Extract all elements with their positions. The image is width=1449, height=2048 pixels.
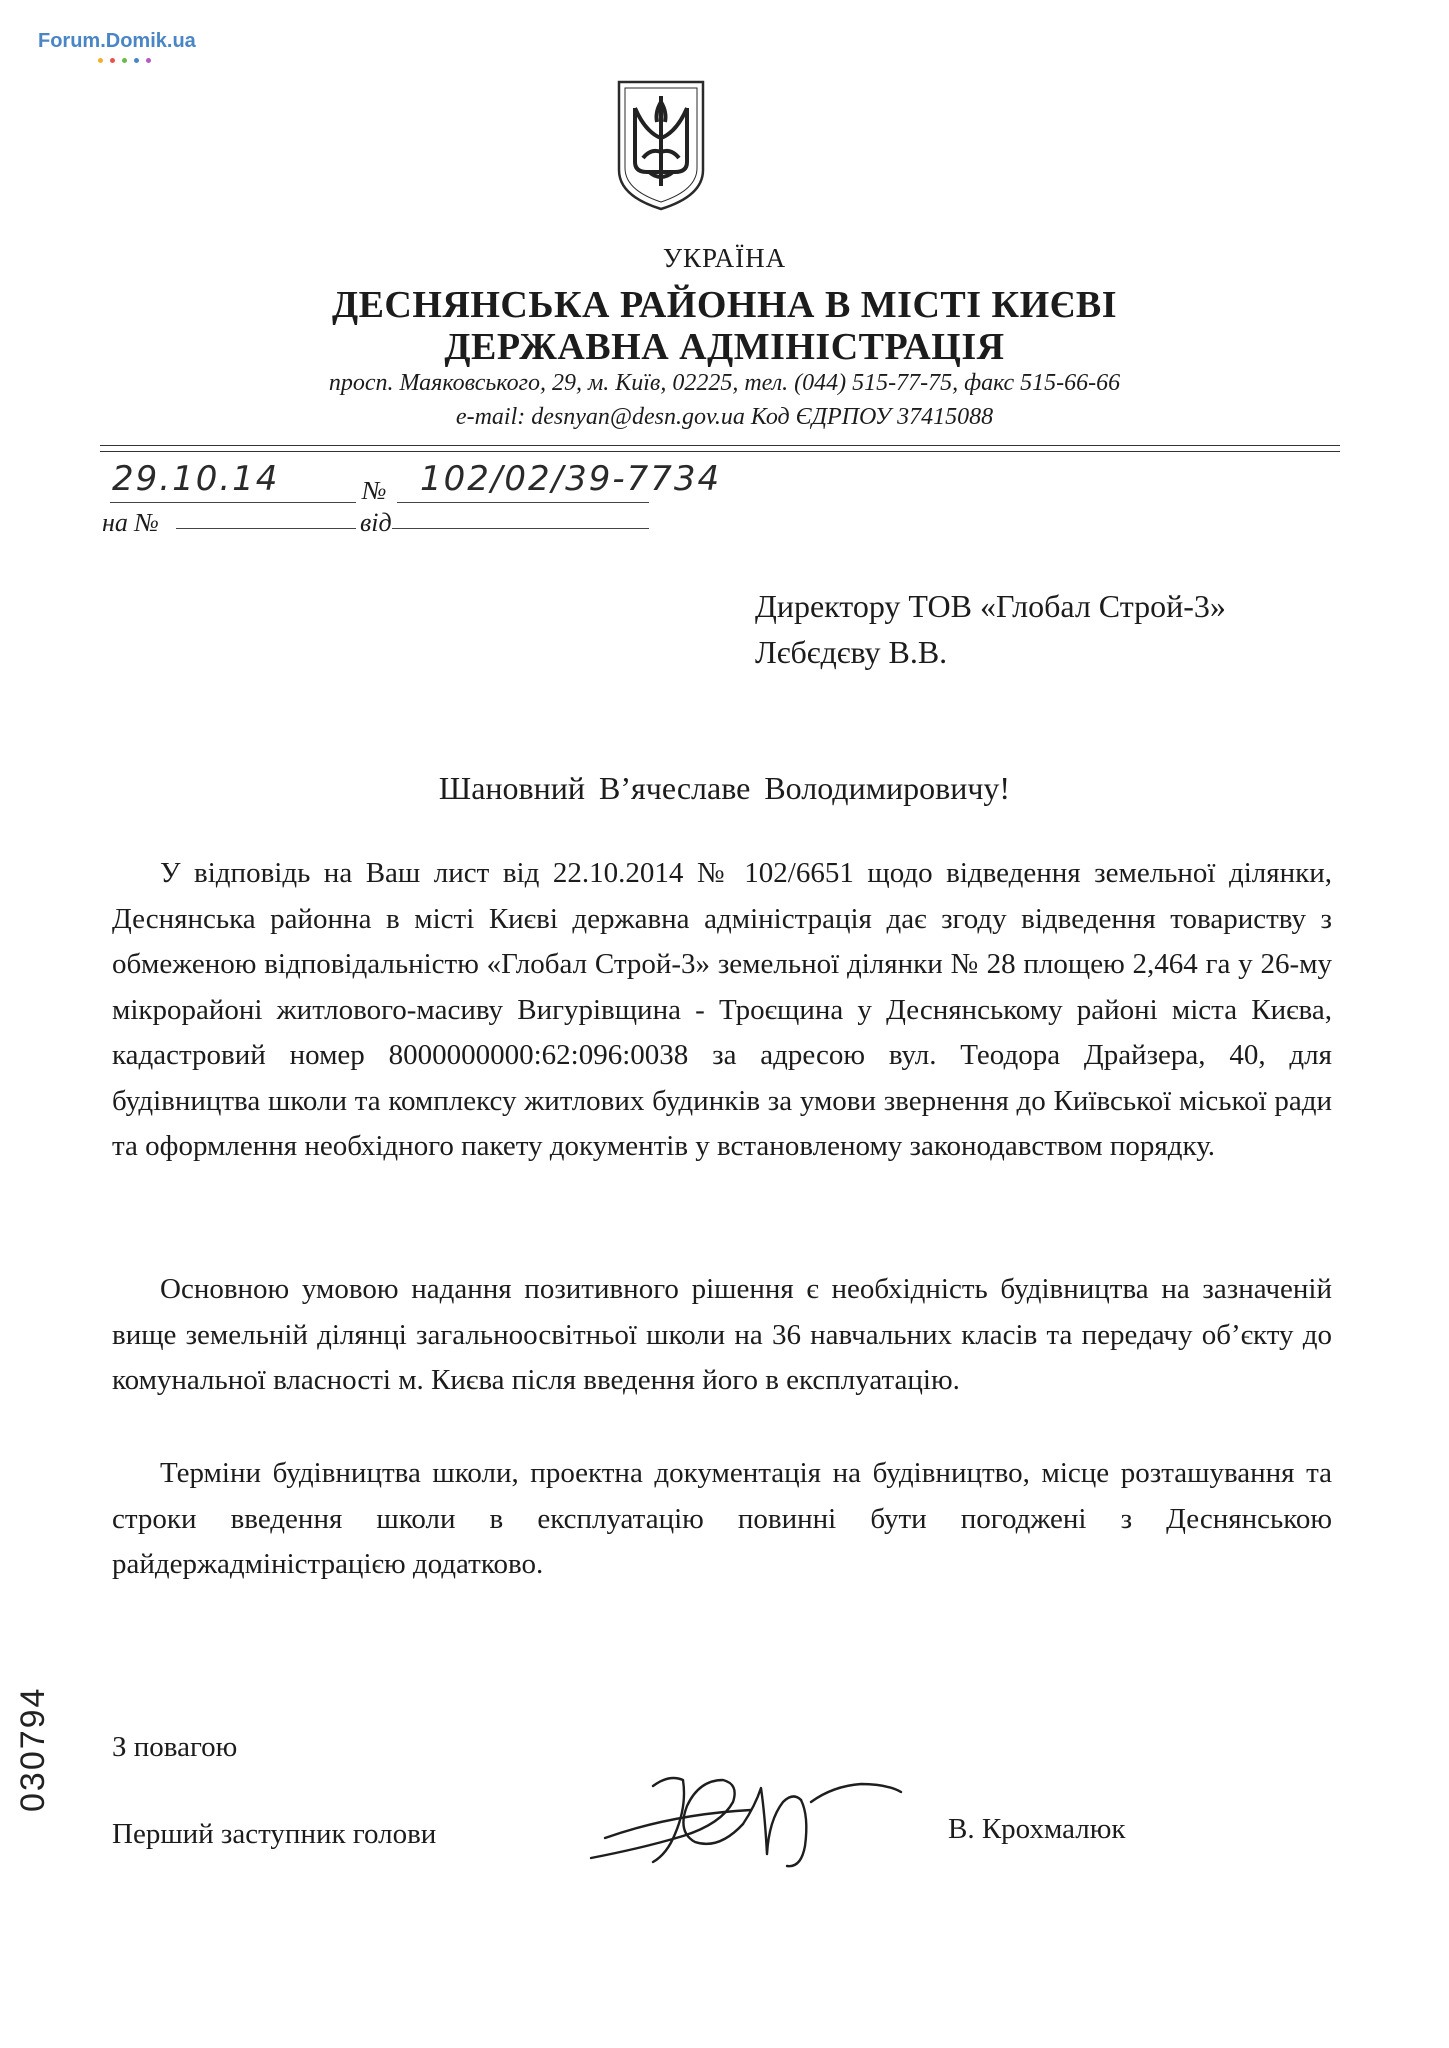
- from-date-label: від: [360, 508, 392, 537]
- body-paragraph: Терміни будівництва школи, проектна документація на будівництво, місце розташування та строки введення школи в експлуатацію повинні бути погоджені з Деснянською райдержадміністрацією додатково.: [112, 1457, 1332, 1580]
- number-field-line: [397, 502, 649, 503]
- handwritten-signature: [583, 1750, 913, 1880]
- signer-name: В. Крохмалюк: [948, 1813, 1126, 1845]
- body-paragraph: У відповідь на Ваш лист від 22.10.2014 № 102/6651 щодо відведення земельної ділянки, Деснянська районна в місті Києві державна адміністрація дає згоду відведення товариству з обмеженою відповідальністю «Глобал Строй-3» земельної ділянки № 28 площею 2,464 га у 26-му мікрорайоні житлового-масиву Вигурівщина - Троєщина у Деснянському районі міста Києва, кадастровий номер 8000000000:62:096:0038 за адресою вул. Теодора Драйзера, 40, для будівництва школи та комплексу житлових будинків за умови звернення до Київської міської ради та оформлення необхідного пакету документів у встановленому законодавством порядку.: [112, 857, 1332, 1162]
- recipient-name: Лєбєдєву В.В.: [755, 634, 948, 670]
- header-rule: [100, 445, 1340, 446]
- outgoing-date: 29.10.14: [112, 459, 280, 499]
- watermark-dot: [98, 58, 103, 63]
- watermark-dot: [134, 58, 139, 63]
- watermark-dot: [146, 58, 151, 63]
- document-serial-number: 030794: [14, 1686, 52, 1812]
- closing-regards: З повагою: [112, 1731, 238, 1763]
- outgoing-number: 102/02/39-7734: [420, 459, 722, 499]
- watermark-dots: [98, 58, 151, 63]
- header-email: e-mail: desnyan@desn.gov.ua Код ЄДРПОУ 37415088: [455, 404, 994, 430]
- header-address: просп. Маяковського, 29, м. Київ, 02225, тел. (044) 515-77-75, факс 515-66-66: [328, 370, 1121, 396]
- body-paragraph: Основною умовою надання позитивного рішення є необхідність будівництва на зазначеній вище земельній ділянці загальноосвітньої школи на 36 навчальних класів та передачу об’єкту до комунальної власності м. Києва після введення його в експлуатацію.: [112, 1273, 1332, 1396]
- number-sign-label: №: [362, 476, 387, 505]
- header-organization-line2: ДЕРЖАВНА АДМІНІСТРАЦІЯ: [444, 326, 1005, 368]
- watermark-text: Forum.Domik.ua: [38, 30, 196, 52]
- salutation: Шановний В’ячеславе Володимировичу!: [438, 770, 1011, 806]
- reply-number-field-line: [176, 528, 356, 529]
- header-rule-secondary: [100, 451, 1340, 452]
- watermark-dot: [122, 58, 127, 63]
- coat-of-arms-icon: [613, 78, 709, 212]
- signatory-position: Перший заступник голови: [112, 1818, 437, 1850]
- reply-to-label: на №: [102, 508, 159, 537]
- header-country: УКРАЇНА: [662, 243, 787, 273]
- watermark-dot: [110, 58, 115, 63]
- reply-date-field-line: [392, 528, 649, 529]
- date-field-line: [110, 502, 356, 503]
- header-organization-line1: ДЕСНЯНСЬКА РАЙОННА В МІСТІ КИЄВІ: [331, 284, 1118, 326]
- recipient-position: Директору ТОВ «Глобал Строй-3»: [755, 588, 1226, 624]
